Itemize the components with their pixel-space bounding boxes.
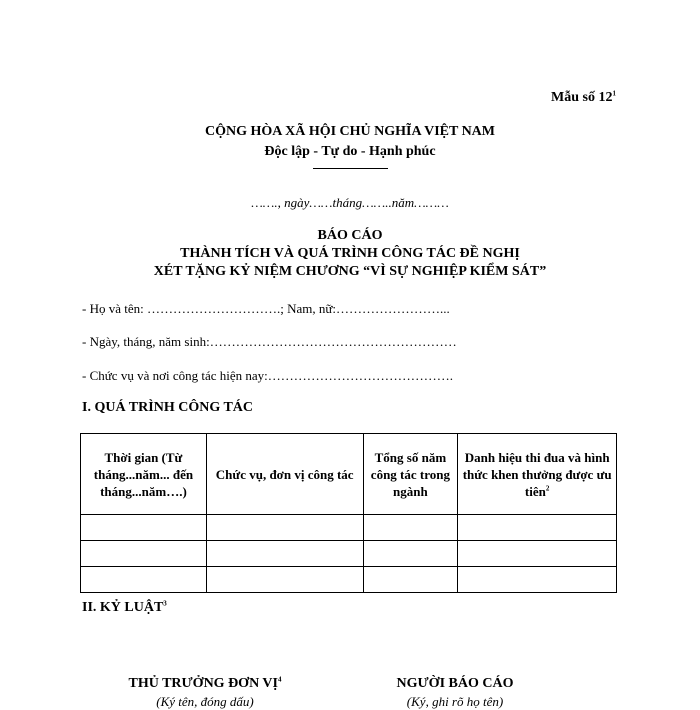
header-position-unit: Chức vụ, đơn vị công tác — [206, 434, 363, 515]
header-awards: Danh hiệu thi đua và hình thức khen thưởng được ưu tiên$^2$ — [458, 434, 617, 515]
table-cell[interactable] — [458, 515, 617, 541]
table-cell[interactable] — [81, 567, 207, 593]
table-cell[interactable] — [363, 515, 458, 541]
section-work-history-title: I. QUÁ TRÌNH CÔNG TÁC — [82, 400, 254, 415]
table-cell[interactable] — [206, 515, 363, 541]
report-subtitle-1: THÀNH TÍCH VÀ QUÁ TRÌNH CÔNG TÁC ĐỀ NGHỊ — [180, 246, 520, 261]
table-cell[interactable] — [458, 567, 617, 593]
motto-underline — [313, 168, 388, 169]
table-cell[interactable] — [81, 541, 207, 567]
motto: Độc lập - Tự do - Hạnh phúc — [264, 144, 436, 159]
work-history-table — [80, 433, 617, 593]
table-row — [81, 541, 617, 567]
form-number: Mẫu số $12^1$ — [551, 89, 616, 105]
header-time-period: Thời gian (Từ tháng...năm... đến tháng...năm….) — [81, 434, 207, 515]
table-cell[interactable] — [363, 567, 458, 593]
table-cell[interactable] — [206, 541, 363, 567]
position-field[interactable]: - Chức vụ và nơi công tác hiện nay:……………………………………. — [82, 368, 454, 383]
reporter-signature-note: (Ký, ghi rõ họ tên) — [406, 694, 504, 709]
table-cell[interactable] — [206, 567, 363, 593]
table-cell[interactable] — [81, 515, 207, 541]
reporter-signature-title: NGƯỜI BÁO CÁO — [396, 676, 514, 691]
table-header-row — [81, 434, 617, 515]
footnote-marker: 3 — [163, 599, 167, 608]
header-total-years: Tổng số năm công tác trong ngành — [363, 434, 458, 515]
footnote-marker: 1 — [612, 89, 616, 98]
report-title: BÁO CÁO — [317, 228, 383, 243]
footnote-marker: 4 — [277, 675, 282, 684]
table-cell[interactable] — [458, 541, 617, 567]
section-discipline-title: II. KỶ LUẬT$^3$ — [82, 599, 167, 615]
date-line: ……., ngày……tháng……..năm……… — [251, 195, 449, 210]
unit-head-signature-title: THỦ TRƯỞNG ĐƠN VỊ$^4$ — [128, 675, 282, 691]
footnote-marker: 2 — [545, 484, 550, 493]
table-cell[interactable] — [363, 541, 458, 567]
nation-header: CỘNG HÒA XÃ HỘI CHỦ NGHĨA VIỆT NAM — [204, 124, 495, 139]
name-field[interactable]: - Họ và tên: ………………………….; Nam, nữ:……………………... — [82, 301, 450, 316]
dob-field[interactable]: - Ngày, tháng, năm sinh:………………………………………………… — [82, 334, 457, 349]
table-row — [81, 567, 617, 593]
report-subtitle-2: XÉT TẶNG KỶ NIỆM CHƯƠNG “VÌ SỰ NGHIỆP KIỂM SÁT” — [153, 264, 547, 279]
table-row — [81, 515, 617, 541]
unit-head-signature-note: (Ký tên, đóng dấu) — [156, 694, 254, 709]
